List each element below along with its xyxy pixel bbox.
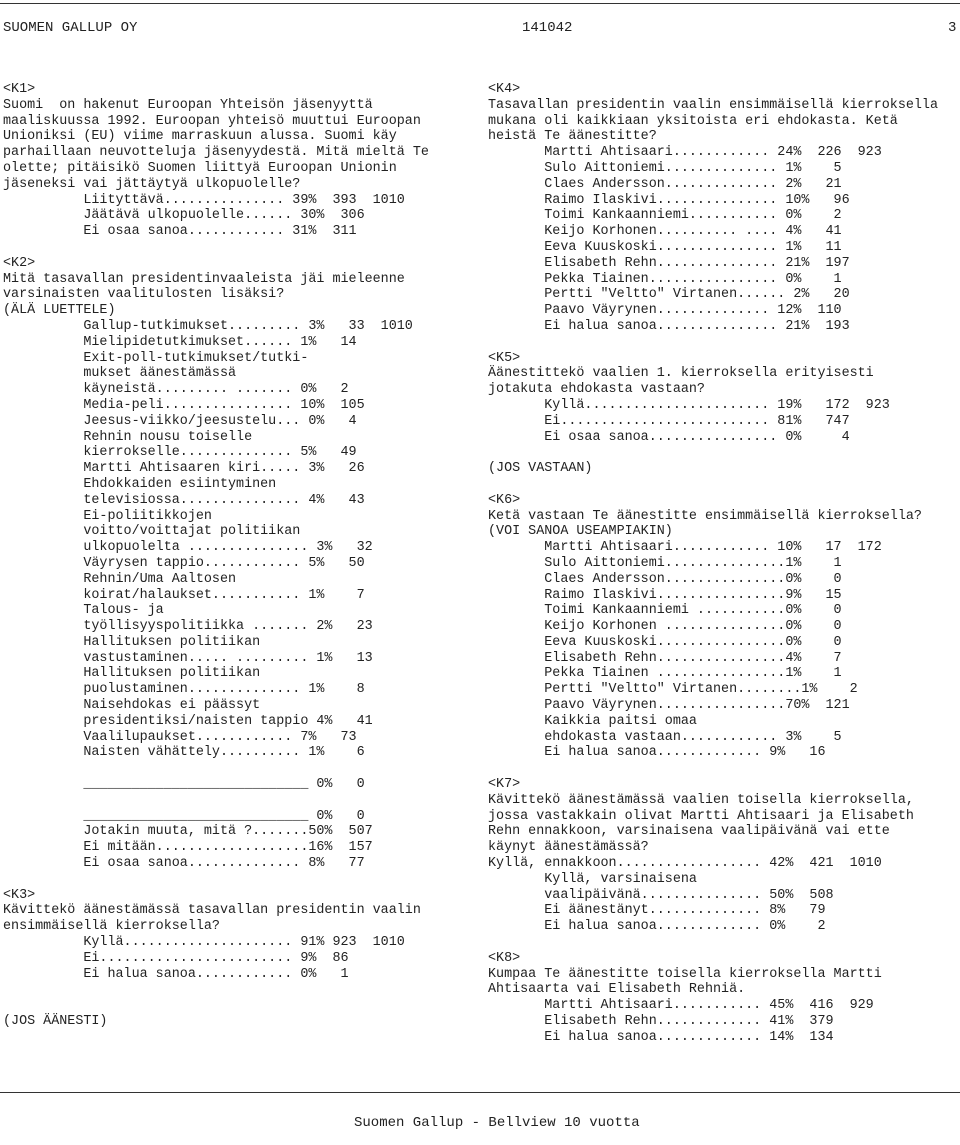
left-column [3, 82, 429, 1030]
survey-line: Ei halua sanoa............... 21% 193 [488, 318, 850, 334]
survey-line: Elisabeth Rehn............. 41% 379 [488, 1014, 834, 1030]
survey-line [488, 477, 938, 493]
survey-line: Kyllä..................... 91% 923 1010 [3, 935, 405, 951]
survey-line: vaalipäivänä............... 50% 508 [488, 887, 834, 903]
header-code: 141042 [522, 20, 573, 36]
survey-line: Toimi Kankaanniemi ...........0% 0 [488, 603, 842, 619]
survey-line: Ei........................ 9% 86 [3, 950, 349, 966]
survey-line: <K1> [3, 82, 36, 97]
survey-line: Ahtisaarta vai Elisabeth Rehniä. [488, 982, 746, 998]
survey-line [3, 982, 429, 998]
survey-line: Ei-poliitikkojen [3, 508, 212, 524]
survey-line: Toimi Kankaanniemi........... 0% 2 [488, 208, 842, 224]
survey-line: Ei äänestänyt.............. 8% 79 [488, 903, 826, 919]
right-column [488, 82, 938, 1046]
survey-line [488, 335, 938, 351]
survey-line: Ei osaa sanoa.............. 8% 77 [3, 856, 365, 872]
survey-line: kierrokselle.............. 5% 49 [3, 445, 357, 461]
survey-line: Rehn ennakkoon, varsinaisena vaalipäivänä vai ette [488, 824, 890, 840]
survey-line: olette; pitäisikö Suomen liittyä Euroopan Unionin [3, 160, 397, 176]
survey-line: Eeva Kuuskoski............... 1% 11 [488, 239, 842, 255]
survey-line: Martti Ahtisaari........... 45% 416 929 [488, 998, 874, 1014]
survey-line: (VOI SANOA USEAMPIAKIN) [488, 524, 673, 540]
header-company: SUOMEN GALLUP OY [3, 20, 138, 36]
survey-line [3, 761, 429, 777]
survey-line: Pertti "Veltto" Virtanen...... 2% 20 [488, 287, 850, 303]
survey-line [3, 793, 429, 809]
survey-line: Sulo Aittoniemi.............. 1% 5 [488, 160, 842, 176]
survey-line: Äänestittekö vaalien 1. kierroksella erityisesti [488, 366, 874, 382]
survey-line: Pertti "Veltto" Virtanen........1% 2 [488, 682, 858, 698]
survey-line: ehdokasta vastaan............ 3% 5 [488, 729, 842, 745]
survey-line: Väyrysen tappio............ 5% 50 [3, 555, 365, 571]
survey-line: <K8> [488, 950, 521, 966]
survey-line: Liityttävä............... 39% 393 1010 [3, 192, 405, 208]
survey-line: Eeva Kuuskoski................0% 0 [488, 634, 842, 650]
survey-line [488, 935, 938, 951]
survey-line: Rehnin/Uma Aaltosen [3, 571, 237, 587]
survey-line: Martti Ahtisaari............ 24% 226 923 [488, 145, 882, 161]
survey-line: (JOS VASTAAN) [488, 461, 593, 477]
survey-line: Exit-poll-tutkimukset/tutki- [3, 350, 309, 366]
survey-line: Pekka Tiainen................ 0% 1 [488, 271, 842, 287]
survey-line: jäseneksi vai jättäytyä ulkopuolelle? [3, 176, 301, 192]
survey-line: <K3> [3, 887, 36, 903]
survey-line: Naisehdokas ei päässyt [3, 698, 261, 714]
survey-line: heistä Te äänestitte? [488, 129, 657, 145]
survey-line: puolustaminen.............. 1% 8 [3, 682, 365, 698]
survey-line: Naisten vähättely.......... 1% 6 [3, 745, 365, 761]
survey-line: käynyt äänestämässä? [488, 840, 649, 856]
survey-line: Ehdokkaiden esiintyminen [3, 476, 277, 492]
survey-line: Tasavallan presidentin vaalin ensimmäisellä kierroksella [488, 97, 938, 113]
survey-line: Claes Andersson...............0% 0 [488, 571, 842, 587]
survey-line: ensimmäisellä kierroksella? [3, 919, 220, 935]
survey-line: Kyllä, ennakkoon.................. 42% 421 1010 [488, 856, 882, 872]
survey-line: Claes Andersson.............. 2% 21 [488, 176, 842, 192]
survey-line: Raimo Ilaskivi................9% 15 [488, 587, 842, 603]
survey-line: Gallup-tutkimukset......... 3% 33 1010 [3, 318, 413, 334]
survey-line: mukset äänestämässä [3, 366, 237, 382]
survey-line: (ÄLÄ LUETTELE) [3, 303, 116, 319]
footer-text: Suomen Gallup - Bellview 10 vuotta [354, 1115, 640, 1131]
survey-line: Mielipidetutkimukset...... 1% 14 [3, 334, 357, 350]
survey-line: Kumpaa Te äänestitte toisella kierroksella Martti [488, 966, 882, 982]
survey-line: Keijo Korhonen.......... .... 4% 41 [488, 224, 842, 240]
survey-line: Kävittekö äänestämässä vaalien toisella kierroksella, [488, 792, 914, 808]
survey-line: maaliskuussa 1992. Euroopan yhteisö muuttui Euroopan [3, 113, 421, 129]
survey-line: <K6> [488, 492, 521, 508]
header-rule [0, 3, 960, 4]
survey-line: Elisabeth Rehn............... 21% 197 [488, 255, 850, 271]
survey-line: Hallituksen politiikan [3, 634, 261, 650]
survey-line: Paavo Väyrynen................70% 121 [488, 698, 850, 714]
survey-line: Ei.......................... 81% 747 [488, 413, 850, 429]
survey-line: Ei mitään...................16% 157 [3, 840, 373, 856]
survey-line: Jeesus-viikko/jeesustelu... 0% 4 [3, 413, 357, 429]
survey-line: Talous- ja [3, 603, 164, 619]
survey-line: Ei halua sanoa............. 14% 134 [488, 1029, 834, 1045]
survey-line: Raimo Ilaskivi............... 10% 96 [488, 192, 850, 208]
survey-line: Ei osaa sanoa............ 31% 311 [3, 224, 357, 240]
survey-line: jotakuta ehdokasta vastaan? [488, 382, 705, 398]
survey-line: käyneistä......... ....... 0% 2 [3, 382, 349, 398]
survey-line [488, 761, 938, 777]
survey-line: Kaikkia paitsi omaa [488, 713, 697, 729]
survey-line: Ei halua sanoa............ 0% 1 [3, 966, 349, 982]
survey-line: (JOS ÄÄNESTI) [3, 1014, 108, 1030]
survey-line: Mitä tasavallan presidentinvaaleista jäi mieleenne [3, 271, 405, 287]
survey-line: Suomi on hakenut Euroopan Yhteisön jäsenyyttä [3, 97, 373, 113]
survey-line: vastustaminen..... ......... 1% 13 [3, 650, 373, 666]
survey-line: <K7> [488, 777, 521, 793]
survey-line: mukana oli kaikkiaan yksitoista eri ehdokasta. Ketä [488, 113, 898, 129]
survey-line: Ei halua sanoa............. 0% 2 [488, 919, 826, 935]
survey-line: Unioniksi (EU) viime marraskuun alussa. Suomi käy [3, 129, 397, 145]
survey-line: ____________________________ 0% 0 [3, 808, 365, 824]
survey-line: Martti Ahtisaaren kiri..... 3% 26 [3, 461, 365, 477]
survey-line: Jäätävä ulkopuolelle...... 30% 306 [3, 208, 365, 224]
survey-line: ____________________________ 0% 0 [3, 777, 365, 793]
survey-line: <K5> [488, 350, 521, 366]
survey-line: parhaillaan neuvotteluja jäsenyydestä. Mitä mieltä Te [3, 145, 429, 161]
survey-line: työllisyyspolitiikka ....... 2% 23 [3, 619, 373, 635]
survey-line: Kyllä, varsinaisena [488, 871, 697, 887]
survey-line: ulkopuolelta ............... 3% 32 [3, 540, 373, 556]
survey-line: Pekka Tiainen ................1% 1 [488, 666, 842, 682]
survey-line: Ei osaa sanoa................ 0% 4 [488, 429, 850, 445]
survey-line: Hallituksen politiikan [3, 666, 261, 682]
survey-line [3, 240, 429, 256]
survey-line: Keijo Korhonen ...............0% 0 [488, 619, 842, 635]
survey-line: koirat/halaukset........... 1% 7 [3, 587, 365, 603]
survey-line [3, 998, 429, 1014]
survey-line: Media-peli................ 10% 105 [3, 397, 365, 413]
survey-line: Sulo Aittoniemi...............1% 1 [488, 555, 842, 571]
survey-line: Ketä vastaan Te äänestitte ensimmäisellä kierroksella? [488, 508, 922, 524]
survey-line: Vaalilupaukset............ 7% 73 [3, 729, 357, 745]
header-page-number: 3 [948, 20, 957, 36]
survey-line: voitto/voittajat politiikan [3, 524, 301, 540]
survey-line: Martti Ahtisaari............ 10% 17 172 [488, 540, 882, 556]
survey-line: Elisabeth Rehn................4% 7 [488, 650, 842, 666]
survey-line: Paavo Väyrynen.............. 12% 110 [488, 303, 842, 319]
survey-line: presidentiksi/naisten tappio 4% 41 [3, 713, 373, 729]
survey-line: <K4> [488, 82, 521, 97]
survey-line: Kävittekö äänestämässä tasavallan presidentin vaalin [3, 903, 421, 919]
survey-line: Jotakin muuta, mitä ?.......50% 507 [3, 824, 373, 840]
survey-line [3, 872, 429, 888]
survey-line [488, 445, 938, 461]
survey-line: jossa vastakkain olivat Martti Ahtisaari ja Elisabeth [488, 808, 914, 824]
survey-line: televisiossa............... 4% 43 [3, 492, 365, 508]
survey-line: varsinaisten vaalitulosten lisäksi? [3, 287, 285, 303]
survey-line: Rehnin nousu toiselle [3, 429, 253, 445]
survey-line: <K2> [3, 255, 36, 271]
survey-line: Kyllä....................... 19% 172 923 [488, 397, 890, 413]
footer-rule [0, 1092, 960, 1093]
survey-line: Ei halua sanoa............. 9% 16 [488, 745, 826, 761]
